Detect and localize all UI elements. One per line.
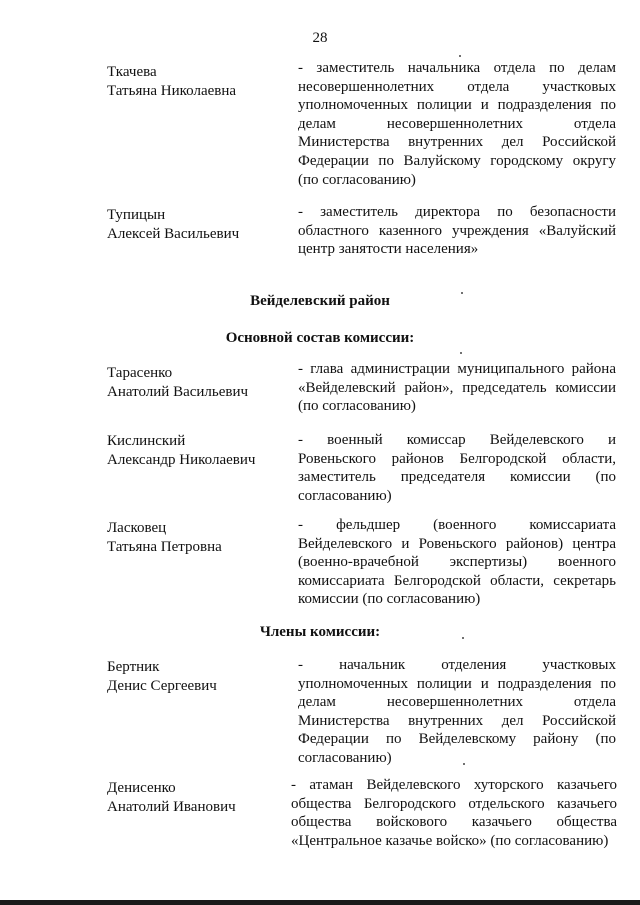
- person-name: [107, 658, 287, 696]
- person-name: [107, 519, 287, 557]
- scan-speck: [462, 637, 464, 639]
- scan-speck: [461, 292, 463, 294]
- person-position: - заместитель директора по безопасности областного казенного учреждения «Валуйский центр занятости населения»: [298, 204, 616, 258]
- person-name: [107, 779, 287, 817]
- person-surname: Бертник: [107, 659, 160, 675]
- person-surname: Ласковец: [107, 520, 167, 536]
- person-surname: Тарасенко: [107, 365, 173, 381]
- district-heading: Вейделевский район: [250, 293, 390, 309]
- person-position: - атаман Вейделевского хуторского казачьего общества Белгородского отдельского казачьего общества войскового казачьего общества «Центральное казачье войско» (по согласованию): [291, 777, 617, 849]
- person-surname: Тупицын: [107, 207, 166, 223]
- person-given-names: Денис Сергеевич: [107, 678, 217, 694]
- person-position: - начальник отделения участковых уполномоченных полиции и подразделения по делам несовершеннолетних отдела Министерства внутренних дел Российской Федерации по Вейделевскому району (по согласованию): [298, 657, 616, 766]
- person-name: [107, 364, 287, 402]
- person-surname: Денисенко: [107, 780, 176, 796]
- members-heading: Члены комиссии:: [259, 624, 381, 640]
- person-position: - фельдшер (военного комиссариата Вейделевского и Ровеньского районов) центра (военно-врачебной экспертизы) военного комиссариата Белгородской области, секретарь комиссии (по согласованию): [298, 517, 616, 608]
- scan-speck: [460, 352, 462, 354]
- main-composition-heading: Основной состав комиссии:: [225, 330, 415, 346]
- scan-speck: [459, 55, 461, 57]
- page-number: 28: [312, 30, 328, 46]
- person-position: - военный комиссар Вейделевского и Ровеньского районов Белгородской области, заместитель председателя комиссии (по согласованию): [298, 432, 616, 504]
- person-name: [107, 206, 287, 244]
- person-name: [107, 63, 287, 101]
- person-name: [107, 432, 287, 470]
- person-surname: Кислинский: [107, 433, 186, 449]
- person-surname: Ткачева: [107, 64, 157, 80]
- person-given-names: Татьяна Петровна: [107, 539, 222, 555]
- person-given-names: Анатолий Иванович: [107, 799, 236, 815]
- person-given-names: Алексей Васильевич: [107, 226, 240, 242]
- person-given-names: Александр Николаевич: [107, 452, 256, 468]
- person-given-names: Татьяна Николаевна: [107, 83, 237, 99]
- person-position: - заместитель начальника отдела по делам несовершеннолетних отдела участковых уполномоченных полиции и подразделения по делам несовершеннолетних отдела Министерства внутренних дел Российской Федерации по Валуйскому городскому округу (по согласованию): [298, 60, 616, 188]
- person-position: - глава администрации муниципального района «Вейделевский район», председатель комиссии (по согласованию): [298, 361, 616, 415]
- person-given-names: Анатолий Васильевич: [107, 384, 249, 400]
- scan-bottom-edge: [0, 900, 640, 905]
- scan-speck: [463, 763, 465, 765]
